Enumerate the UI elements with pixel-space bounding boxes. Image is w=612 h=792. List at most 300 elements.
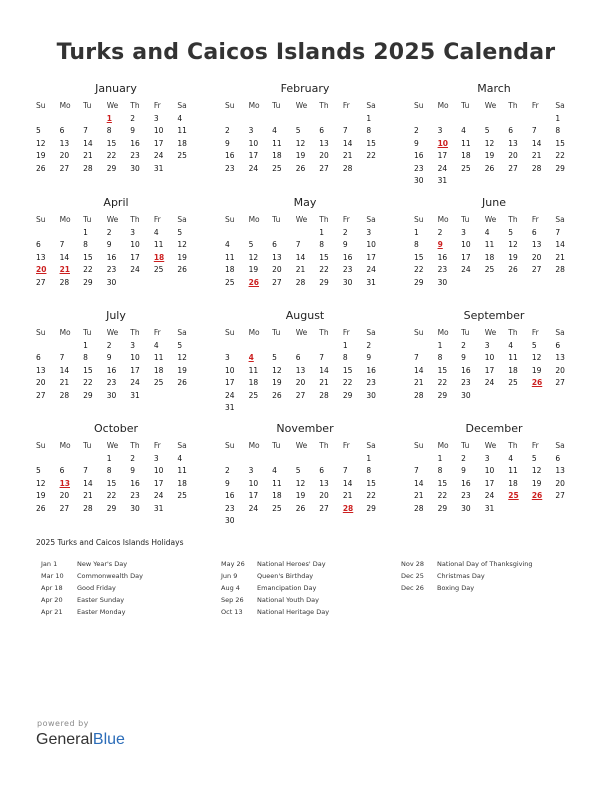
month-name: December — [465, 422, 523, 435]
weekday-label: Sa — [366, 101, 376, 110]
weekday-label: Th — [130, 101, 140, 110]
holiday-row — [41, 594, 143, 606]
weekday-label: Sa — [177, 441, 187, 450]
day-cell: 20 — [555, 478, 565, 488]
holiday-date: Oct 13 — [221, 608, 243, 616]
day-cell: 26 — [36, 503, 46, 513]
day-cell: 28 — [319, 390, 329, 400]
empty-cell — [296, 453, 320, 466]
day-cell: 18 — [484, 252, 495, 262]
day-cell: 22 — [366, 151, 376, 160]
day-cell: 20 — [319, 151, 329, 160]
empty-cell — [272, 340, 296, 353]
day-cell: 10 — [130, 353, 140, 362]
day-cell: 15 — [319, 252, 329, 262]
day-cell: 16 — [366, 365, 376, 375]
day-cell: 16 — [414, 151, 424, 160]
weekday-label: Fr — [342, 441, 350, 450]
day-cell: 28 — [59, 390, 70, 400]
day-cell: 1 — [319, 227, 325, 237]
day-cell: 1 — [437, 340, 443, 350]
day-cell: 30 — [225, 516, 235, 525]
day-cell: 4 — [508, 340, 514, 350]
holiday-day: 26 — [531, 491, 543, 500]
day-cell: 12 — [177, 240, 187, 249]
day-cell: 10 — [225, 365, 235, 375]
empty-cell — [296, 340, 320, 353]
weekday-label: Mo — [248, 328, 260, 337]
day-cell: 7 — [83, 126, 88, 135]
weekday-label: Th — [508, 441, 518, 450]
weekday-label: Sa — [555, 441, 565, 450]
day-cell: 24 — [484, 491, 495, 500]
day-cell: 20 — [59, 151, 70, 160]
day-cell: 7 — [59, 240, 65, 249]
weekday-label: Tu — [272, 215, 281, 224]
holiday-name: Commonwealth Day — [77, 572, 143, 580]
empty-cell — [414, 113, 438, 126]
month-grid — [225, 327, 385, 415]
day-cell: 27 — [295, 390, 306, 400]
weekday-label: Fr — [153, 215, 161, 224]
month-grid — [36, 214, 196, 289]
day-cell: 7 — [531, 126, 537, 135]
day-cell: 17 — [484, 478, 495, 488]
weekday-label: Su — [414, 441, 424, 450]
day-cell: 2 — [106, 340, 112, 350]
generalblue-logo[interactable] — [36, 731, 125, 749]
weekday-label: We — [295, 215, 308, 224]
day-cell: 27 — [59, 163, 70, 173]
day-cell: 11 — [153, 240, 164, 249]
day-cell: 30 — [414, 176, 424, 185]
day-cell: 6 — [319, 126, 325, 135]
weekday-label: We — [484, 101, 497, 110]
day-cell: 22 — [437, 378, 448, 387]
day-cell: 1 — [366, 113, 372, 123]
weekday-label: Sa — [177, 215, 187, 224]
holiday-row — [221, 558, 329, 570]
holiday-day: 28 — [342, 503, 354, 513]
day-cell: 31 — [484, 503, 495, 513]
day-cell: 30 — [130, 503, 140, 513]
day-cell: 23 — [225, 503, 235, 513]
holiday-row — [41, 606, 143, 618]
day-cell: 15 — [106, 138, 117, 148]
day-cell: 9 — [225, 478, 230, 488]
day-cell: 1 — [437, 453, 443, 463]
empty-cell — [36, 340, 60, 353]
day-cell: 13 — [59, 138, 70, 148]
day-cell: 30 — [366, 390, 376, 400]
weekday-label: Sa — [555, 215, 565, 224]
holiday-date: Dec 26 — [401, 584, 424, 592]
day-cell: 23 — [366, 378, 376, 387]
day-cell: 30 — [461, 503, 471, 513]
day-cell: 12 — [177, 353, 187, 362]
day-cell: 4 — [272, 126, 277, 135]
day-cell: 24 — [130, 378, 140, 387]
holiday-name: National Heroes' Day — [257, 560, 326, 568]
day-cell: 7 — [342, 126, 348, 135]
day-cell: 8 — [342, 353, 348, 362]
empty-cell — [83, 453, 107, 466]
day-cell: 19 — [36, 491, 46, 500]
day-cell: 6 — [36, 240, 41, 249]
holiday-date: Aug 4 — [221, 584, 240, 592]
day-cell: 23 — [130, 491, 140, 500]
day-cell: 4 — [508, 453, 514, 463]
day-cell: 16 — [225, 151, 235, 160]
empty-cell — [249, 227, 273, 240]
day-cell: 14 — [295, 252, 306, 262]
day-cell: 11 — [153, 353, 164, 362]
day-cell: 27 — [59, 503, 70, 513]
empty-cell — [532, 113, 556, 126]
day-cell: 1 — [83, 340, 88, 350]
day-cell: 5 — [36, 126, 41, 135]
day-cell: 27 — [319, 503, 329, 513]
day-cell: 28 — [414, 390, 424, 400]
month-8 — [414, 309, 574, 402]
day-cell: 29 — [555, 163, 565, 173]
holiday-date: May 26 — [221, 560, 245, 568]
weekday-label: Fr — [342, 215, 350, 224]
day-cell: 14 — [83, 138, 93, 148]
day-cell: 2 — [225, 466, 230, 475]
weekday-label: Su — [414, 101, 424, 110]
empty-cell — [249, 340, 273, 353]
day-cell: 18 — [508, 478, 518, 488]
holiday-row — [221, 606, 329, 618]
day-cell: 24 — [484, 378, 495, 387]
empty-cell — [461, 113, 485, 126]
day-cell: 23 — [461, 378, 471, 387]
weekday-label: Th — [130, 215, 140, 224]
holiday-row — [221, 570, 329, 582]
day-cell: 12 — [272, 365, 282, 375]
empty-cell — [272, 227, 296, 240]
holiday-name: National Youth Day — [257, 596, 319, 604]
month-6 — [36, 309, 196, 402]
day-cell: 24 — [130, 265, 140, 274]
powered-by-label: powered by — [37, 719, 89, 728]
day-cell: 25 — [272, 503, 282, 513]
weekday-label: Th — [508, 101, 518, 110]
day-cell: 7 — [414, 353, 419, 362]
day-cell: 25 — [225, 277, 235, 287]
weekday-label: Th — [319, 101, 329, 110]
day-cell: 27 — [555, 491, 565, 500]
holiday-date: Nov 28 — [401, 560, 425, 568]
month-9 — [36, 422, 196, 515]
day-cell: 3 — [484, 340, 490, 350]
day-cell: 16 — [342, 252, 353, 262]
day-cell: 23 — [130, 151, 140, 160]
day-cell: 19 — [177, 365, 187, 375]
day-cell: 21 — [342, 151, 353, 160]
day-cell: 28 — [531, 163, 542, 173]
weekday-label: Tu — [83, 441, 92, 450]
day-cell: 17 — [366, 252, 376, 262]
day-cell: 28 — [83, 503, 93, 513]
day-cell: 21 — [83, 151, 93, 160]
day-cell: 15 — [366, 138, 376, 148]
day-cell: 2 — [461, 340, 466, 350]
weekday-label: Fr — [531, 441, 539, 450]
weekday-label: Th — [508, 328, 518, 337]
day-cell: 9 — [461, 353, 466, 362]
day-cell: 31 — [130, 390, 140, 400]
day-cell: 14 — [59, 365, 70, 375]
day-cell: 28 — [59, 277, 70, 287]
day-cell: 23 — [106, 265, 117, 274]
day-cell: 3 — [248, 466, 254, 475]
day-cell: 7 — [59, 353, 65, 362]
day-cell: 4 — [484, 227, 490, 237]
day-cell: 27 — [36, 277, 46, 287]
holiday-name: National Heritage Day — [257, 608, 330, 616]
day-cell: 18 — [248, 378, 259, 387]
day-cell: 14 — [83, 478, 93, 488]
weekday-label: Th — [319, 215, 329, 224]
empty-cell — [438, 113, 462, 126]
empty-cell — [60, 227, 84, 240]
weekday-label: Fr — [531, 101, 539, 110]
day-cell: 24 — [248, 163, 259, 173]
day-cell: 19 — [248, 265, 259, 274]
holiday-date: Dec 25 — [401, 572, 424, 580]
day-cell: 13 — [555, 353, 565, 362]
day-cell: 17 — [225, 378, 235, 387]
day-cell: 24 — [153, 151, 164, 160]
empty-cell — [225, 340, 249, 353]
weekday-label: Mo — [59, 215, 71, 224]
day-cell: 28 — [83, 163, 93, 173]
day-cell: 7 — [83, 466, 88, 475]
day-cell: 8 — [366, 126, 372, 135]
day-cell: 20 — [272, 265, 282, 274]
day-cell: 25 — [272, 163, 282, 173]
weekday-label: Fr — [342, 101, 350, 110]
holiday-column — [221, 558, 329, 618]
day-cell: 2 — [366, 340, 372, 350]
day-cell: 26 — [484, 163, 495, 173]
weekday-label: Th — [319, 441, 329, 450]
holiday-day: 20 — [36, 265, 47, 274]
day-cell: 17 — [248, 151, 259, 160]
day-cell: 16 — [461, 478, 471, 488]
month-name: March — [477, 82, 511, 95]
day-cell: 17 — [130, 365, 140, 375]
empty-cell — [414, 340, 438, 353]
day-cell: 18 — [508, 365, 518, 375]
holiday-date: Jan 1 — [41, 560, 58, 568]
weekday-label: We — [295, 101, 308, 110]
day-cell: 31 — [437, 176, 448, 185]
empty-cell — [414, 453, 438, 466]
weekday-label: Mo — [437, 328, 449, 337]
day-cell: 27 — [555, 378, 565, 387]
month-0 — [36, 82, 196, 175]
day-cell: 29 — [319, 277, 329, 287]
day-cell: 10 — [153, 466, 164, 475]
day-cell: 8 — [106, 466, 112, 475]
day-cell: 17 — [153, 138, 164, 148]
day-cell: 30 — [437, 277, 448, 287]
day-cell: 15 — [83, 365, 93, 375]
day-cell: 18 — [177, 138, 187, 148]
empty-cell — [343, 113, 367, 126]
day-cell: 22 — [555, 151, 565, 160]
day-cell: 6 — [555, 453, 561, 463]
weekday-label: Tu — [83, 215, 92, 224]
weekday-label: Fr — [531, 328, 539, 337]
empty-cell — [36, 227, 60, 240]
day-cell: 9 — [106, 353, 112, 362]
day-cell: 8 — [319, 240, 325, 249]
day-cell: 6 — [531, 227, 537, 237]
brand-blue: Blue — [92, 731, 125, 748]
day-cell: 22 — [106, 491, 117, 500]
holiday-name: Christmas Day — [437, 572, 485, 580]
day-cell: 22 — [414, 265, 424, 274]
day-cell: 6 — [59, 126, 65, 135]
weekday-label: Mo — [59, 328, 71, 337]
day-cell: 6 — [295, 353, 301, 362]
day-cell: 13 — [36, 252, 46, 262]
day-cell: 2 — [342, 227, 348, 237]
holiday-date: Apr 21 — [41, 608, 63, 616]
day-cell: 20 — [508, 151, 518, 160]
holiday-column — [41, 558, 143, 618]
day-cell: 9 — [366, 353, 372, 362]
day-cell: 26 — [36, 163, 46, 173]
day-cell: 28 — [414, 503, 424, 513]
month-4 — [225, 196, 385, 289]
day-cell: 15 — [555, 138, 565, 148]
month-grid — [225, 440, 385, 528]
month-name: April — [103, 196, 129, 209]
holiday-row — [41, 582, 143, 594]
day-cell: 10 — [461, 240, 471, 249]
day-cell: 17 — [130, 252, 140, 262]
day-cell: 22 — [366, 491, 376, 500]
weekday-label: We — [484, 328, 497, 337]
holiday-row — [221, 582, 329, 594]
day-cell: 25 — [153, 265, 164, 274]
day-cell: 1 — [555, 113, 561, 123]
day-cell: 16 — [130, 478, 140, 488]
day-cell: 7 — [555, 227, 561, 237]
month-grid — [36, 440, 196, 515]
month-name: January — [95, 82, 137, 95]
month-7 — [225, 309, 385, 415]
day-cell: 12 — [36, 138, 46, 148]
day-cell: 11 — [508, 353, 518, 362]
day-cell: 2 — [106, 227, 112, 237]
day-cell: 5 — [177, 227, 183, 237]
day-cell: 12 — [531, 353, 542, 362]
day-cell: 20 — [36, 378, 46, 387]
day-cell: 3 — [248, 126, 254, 135]
month-3 — [36, 196, 196, 289]
day-cell: 29 — [106, 163, 117, 173]
day-cell: 12 — [295, 478, 306, 488]
holiday-date: Mar 10 — [41, 572, 64, 580]
weekday-label: Tu — [272, 101, 281, 110]
weekday-label: We — [106, 328, 119, 337]
empty-cell — [60, 340, 84, 353]
day-cell: 23 — [461, 491, 471, 500]
weekday-label: Sa — [555, 101, 565, 110]
weekday-label: Mo — [437, 441, 449, 450]
day-cell: 4 — [153, 227, 159, 237]
weekday-label: Mo — [437, 101, 449, 110]
day-cell: 28 — [295, 277, 306, 287]
day-cell: 31 — [225, 403, 235, 412]
weekday-label: Mo — [248, 101, 260, 110]
day-cell: 9 — [130, 466, 136, 475]
day-cell: 10 — [248, 138, 259, 148]
day-cell: 19 — [531, 365, 542, 375]
day-cell: 6 — [508, 126, 514, 135]
day-cell: 16 — [461, 365, 471, 375]
day-cell: 29 — [83, 390, 93, 400]
weekday-label: Sa — [366, 215, 376, 224]
day-cell: 30 — [130, 163, 140, 173]
weekday-label: Fr — [153, 101, 161, 110]
holiday-day: 18 — [153, 252, 165, 262]
day-cell: 7 — [319, 353, 325, 362]
day-cell: 22 — [106, 151, 117, 160]
day-cell: 2 — [461, 453, 466, 463]
holiday-row — [41, 570, 143, 582]
brand-general: General — [36, 731, 93, 748]
month-grid — [225, 214, 385, 289]
day-cell: 5 — [484, 126, 490, 135]
day-cell: 17 — [484, 365, 495, 375]
day-cell: 2 — [130, 453, 136, 463]
day-cell: 4 — [461, 126, 466, 135]
empty-cell — [249, 113, 273, 126]
empty-cell — [36, 453, 60, 466]
holiday-date: Apr 20 — [41, 596, 63, 604]
day-cell: 8 — [366, 466, 372, 475]
month-name: February — [280, 82, 330, 95]
day-cell: 13 — [319, 478, 329, 488]
day-cell: 1 — [366, 453, 372, 463]
empty-cell — [272, 113, 296, 126]
empty-cell — [343, 453, 367, 466]
weekday-label: Sa — [177, 101, 187, 110]
day-cell: 8 — [83, 240, 88, 249]
day-cell: 16 — [106, 365, 117, 375]
day-cell: 3 — [484, 453, 490, 463]
day-cell: 7 — [295, 240, 301, 249]
day-cell: 27 — [36, 390, 46, 400]
month-name: July — [106, 309, 126, 322]
day-cell: 8 — [437, 466, 443, 475]
holiday-name: Good Friday — [77, 584, 116, 592]
day-cell: 11 — [508, 466, 518, 475]
holiday-name: Boxing Day — [437, 584, 475, 592]
day-cell: 15 — [437, 365, 448, 375]
day-cell: 22 — [342, 378, 353, 387]
weekday-label: Th — [130, 328, 140, 337]
day-cell: 15 — [342, 365, 353, 375]
day-cell: 21 — [414, 491, 424, 500]
